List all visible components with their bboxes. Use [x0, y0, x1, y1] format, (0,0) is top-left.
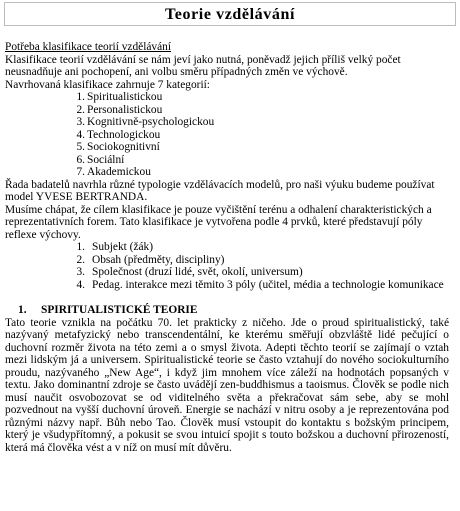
section-heading	[5, 304, 449, 317]
list-number: 2.	[76, 253, 85, 266]
list-number: 4.	[76, 278, 85, 291]
list-number: 7.	[76, 166, 85, 178]
list-label: Spiritualistickou	[87, 91, 163, 103]
list-number: 1.	[76, 241, 85, 253]
list-item	[5, 266, 449, 279]
list-label: Personalistickou	[87, 103, 163, 116]
page-title: Teorie vzdělávání	[164, 6, 296, 23]
document-page	[4, 0, 454, 511]
list-label: Sociální	[87, 153, 125, 166]
list-label: Obsah (předměty, discipliny)	[92, 253, 225, 266]
categories-list	[5, 91, 449, 179]
criteria-intro: Musíme chápat, že cílem klasifikace je pouze vyčištění terénu a odhalení charakteristických a reprezentativních forem. Tato klasifikace je vytvořena podle 4 prvků, které představují póly reflexe výchovy.	[5, 203, 432, 241]
list-label: Sociokognitivní	[87, 141, 160, 153]
section-body: Tato teorie vznikla na počátku 70. let prakticky z ničeho. Jde o proud spiritualistický, také nazývaný metafyzický nebo transcendentální, ke kterému směřují obzvláště lidé pečující o duchovní rozměr života na této zemi a o smysl života. Adepti těchto teorií se zajímají o vztah mezi lidským já a universem. Spiritualistické teorie se často vztahují do nového sociokulturního proudu, nazývaného „New Age“, i když jim mnohem více záleží na hodnotách popsaných v textu. Jako dominantní zdroje se často uvádějí zen-buddhismus a taoismus. Člověk se podle nich musí naučit osvobozovat se od viditelného světa a překračovat sám sebe, aby se mohl pozvednout na vyšší duchovní úroveň. Energie se nachází v nitru osoby a je reprezentována pod různými názvy např. Bůh nebo Tao. Člověk musí vstoupit do kontaktu s božským principem, který je všudypřítomný, a pokusit se svou intuicí spojit s touto božskou a duchovní přirozeností, která má člověka vést a v níž on musí mít důvěru.	[5, 316, 449, 454]
list-label: Pedag. interakce mezi těmito 3 póly (učitel, média a technologie komunikace	[92, 278, 444, 291]
list-item	[5, 241, 449, 254]
list-label: Subjekt (žák)	[92, 241, 154, 253]
list-item	[5, 91, 449, 104]
list-item	[5, 141, 449, 154]
intro-heading: Potřeba klasifikace teorií vzdělávání	[5, 41, 172, 53]
list-label: Kognitivně-psychologickou	[87, 116, 215, 128]
list-number: 5.	[76, 141, 85, 153]
list-label: Technologickou	[87, 128, 161, 141]
list-item	[5, 279, 449, 292]
list-number: 3.	[76, 116, 85, 128]
list-number: 2.	[76, 103, 85, 116]
list-item	[5, 154, 449, 167]
list-item	[5, 254, 449, 267]
list-number: 1.	[76, 91, 85, 103]
list-item	[5, 129, 449, 142]
section-title: SPIRITUALISTICKÉ TEORIE	[41, 304, 198, 316]
criteria-list	[5, 241, 449, 291]
list-label: Společnost (druzí lidé, svět, okolí, universum)	[92, 266, 303, 278]
list-number: 4.	[76, 128, 85, 141]
list-item	[5, 104, 449, 117]
title-box	[4, 2, 456, 26]
list-label: Akademickou	[87, 166, 151, 178]
intro-text: Klasifikace teorií vzdělávání se nám jeví jako nutná, poněvadž jejich příliš velký počet neusnadňuje ani pochopení, ani volbu směru případných změn ve výchově.	[5, 53, 401, 78]
document-body	[5, 41, 449, 454]
list-item	[5, 116, 449, 129]
list-item	[5, 166, 449, 179]
categories-intro: Navrhovaná klasifikace zahrnuje 7 kategorií:	[5, 78, 210, 91]
model-text: Řada badatelů navrhla různé typologie vzdělávacích modelů, pro naši výuku budeme používat model YVESE BERTRANDA.	[5, 178, 435, 203]
list-number: 6.	[76, 153, 85, 166]
list-number: 3.	[76, 266, 85, 278]
section-number: 1.	[18, 304, 27, 316]
